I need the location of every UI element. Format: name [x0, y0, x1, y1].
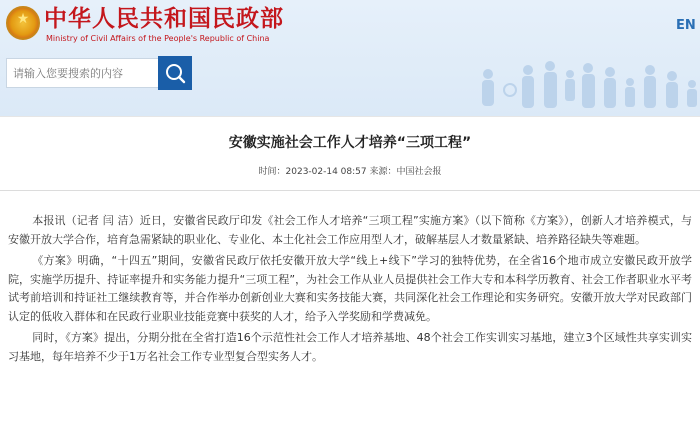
people-silhouettes-icon — [470, 60, 700, 116]
article-meta: 时间：2023-02-14 08:57 来源：中国社会报 — [258, 167, 442, 177]
article-content — [8, 212, 692, 369]
site-subtitle: Ministry of Civil Affairs of the People's Republic of China — [46, 34, 270, 43]
article-paragraph: 本报讯（记者 闫 洁）近日，安徽省民政厅印发《社会工作人才培养“三项工程”实施方案》（以下简称《方案》），创新人才培养模式，与安徽开放大学合作，培育急需紧缺的职业化、专业化、本土化社会工作应用型人才，破解基层人才数量紧缺、培养路径缺失等难题。 — [8, 214, 692, 246]
search-input[interactable] — [6, 58, 158, 88]
national-emblem-icon: ★ — [6, 6, 40, 40]
article-paragraph: 《方案》明确，“十四五”期间，安徽省民政厅依托安徽开放大学“线上+线下”学习的独特优势，在全省16个地市成立安徽民政开放学院，实施学历提升、持证率提升和实务能力提升“三项工程”，为社会工作从业人员提供社会工作大专和本科学历教育、社会工作者职业水平考试考前培训和持证社工继续教育等，并合作举办创新创业大赛和实务技能大赛，共同深化社会工作理论和实务研究。安徽开放大学对民政部门认定的低收入群体和在民政行业职业技能竞赛中获奖的人才，给予入学奖励和学费减免。 — [8, 254, 692, 323]
site-title[interactable]: 中华人民共和国民政部 — [44, 6, 284, 32]
header-divider — [0, 116, 700, 117]
meta-divider — [0, 190, 700, 191]
language-switch-link[interactable]: EN — [676, 18, 696, 33]
article-title: 安徽实施社会工作人才培养“三项工程” — [228, 135, 472, 151]
site-header — [0, 0, 700, 116]
search-icon — [164, 62, 186, 84]
search-button[interactable] — [158, 56, 192, 90]
article-paragraph: 同时，《方案》提出，分期分批在全省打造16个示范性社会工作人才培养基地、48个社会工作实训实习基地，建立3个区域性共享实训实习基地，每年培养不少于1万名社会工作专业型复合型实务人才。 — [8, 331, 692, 363]
